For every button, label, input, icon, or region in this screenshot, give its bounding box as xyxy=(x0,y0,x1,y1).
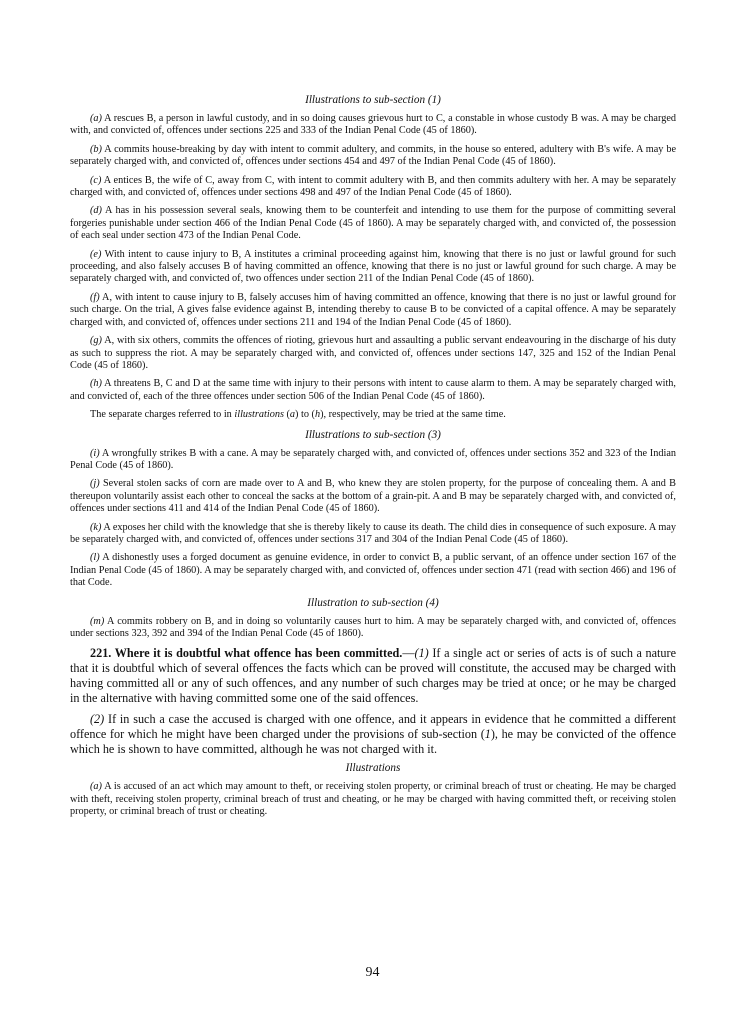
illustration-text: A has in his possession several seals, knowing them to be counterfeit and intending to use them for the purpose of committing several forgeries punishable under section 466 of the Indian Penal Code (45 of 1860). A may be separately charged with, and convicted of, the possession of each seal under section 473 of the Indian Penal Code. xyxy=(70,205,676,242)
illustration-text: Several stolen sacks of corn are made over to A and B, who knew they are stolen property, for the purpose of concealing them. A and B thereupon voluntarily assist each other to conceal the sacks at the bottom of a grain-pit. A and B may be separately charged with, and convicted of, offences under sections 411 and 414 of the Indian Penal Code (45 of 1860). xyxy=(70,478,676,515)
illustration-label: (g) xyxy=(90,335,102,347)
illustration-label: (a) xyxy=(90,113,102,124)
illustration-text: A commits house-breaking by day with intent to commit adultery, and commits, in the house so entered, adultery with B's wife. A may be separately charged with, and convicted of, offences under sections 454 and 497 of the Indian Penal Code (45 of 1860). xyxy=(70,143,676,168)
illustration-text: A, with intent to cause injury to B, falsely accuses him of having committed an offence, knowing that there is no just or lawful ground for such charge. On the trial, A gives false evidence against B, intending thereby to cause B to be convicted of a capital offence. A may be separately charged with, and convicted of, offences under sections 211 and 194 of the Indian Penal Code (45 of 1860). xyxy=(70,291,676,328)
subsection-text: If a single act or series of acts is of such a nature that it is doubtful which of several offences the facts which can be proved will constitute, the accused may be charged with having committed all or any of such offences, and any number of such charges may be tried at once; or he may be charged in the alternative with having committed some one of the said offences. xyxy=(70,646,676,706)
note-text: The separate charges referred to in xyxy=(90,409,235,421)
illustration-label: (j) xyxy=(90,478,100,490)
illustration-label: (i) xyxy=(90,447,100,459)
illustration-text: A exposes her child with the knowledge that she is thereby likely to cause its death. The child dies in consequence of such exposure. A may be separately charged with, and convicted of, offences under sections 317 and 304 of the Indian Penal Code (45 of 1860). xyxy=(70,521,676,545)
illustration-text: With intent to cause injury to B, A institutes a criminal proceeding against him, knowing that there is no just or lawful ground for such proceeding, and also falsely accuses B of having committed an offence, knowing that there is no just or lawful ground for such charge. A may be separately charged with, and convicted of, two offences under section 211 of the Indian Penal Code (45 of 1860). xyxy=(70,248,676,285)
illustration-label: (m) xyxy=(90,615,105,627)
illustrations-heading-section-221: Illustrations xyxy=(345,762,401,775)
illustration-l xyxy=(70,552,676,589)
illustration-label: (l) xyxy=(90,552,100,564)
illustration-text: A is accused of an act which may amount to theft, or receiving stolen property, or criminal breach of trust or cheating. He may be charged with theft, receiving stolen property, criminal breach of trust and cheating, or he may be charged with having committed theft, or receiving stolen property, or criminal breach of trust or cheating. xyxy=(70,781,676,818)
illustration-h xyxy=(70,378,676,403)
illustrations-heading-subsection-3: Illustrations to sub-section (3) xyxy=(305,428,441,441)
section-dash: — xyxy=(402,646,415,661)
page-number: 94 xyxy=(365,965,380,980)
illustrations-heading-subsection-1: Illustrations to sub-section (1) xyxy=(305,94,441,106)
illustration-e xyxy=(70,249,676,286)
section-title: 221. Where it is doubtful what offence has been committed. xyxy=(90,646,403,661)
note-italic: h xyxy=(314,409,321,421)
illustration-heading-subsection-4: Illustration to sub-section (4) xyxy=(307,596,439,609)
illustration-d xyxy=(70,205,676,242)
illustration-j xyxy=(70,478,676,515)
illustration-label: (a) xyxy=(90,781,102,793)
illustration-k xyxy=(70,522,676,547)
illustration-text: A wrongfully strikes B with a cane. A may be separately charged with, and convicted of, offences under sections 352 and 323 of the Indian Penal Code (45 of 1860). xyxy=(70,447,676,471)
subsection-text: If in such a case the accused is charged with one offence, and it appears in evidence that he committed a different offence for which he might have been charged under the provisions of sub-section ( xyxy=(70,712,676,742)
illustration-text: A entices B, the wife of C, away from C, with intent to commit adultery with B, and then commits adultery with her. A may be separately charged with, and convicted of, offences under sections 498 and 497 of the Indian Penal Code (45 of 1860). xyxy=(70,174,676,199)
illustration-i xyxy=(70,448,676,473)
note-text: ), respectively, may be tried at the same time. xyxy=(320,409,506,421)
subsection-ref: 1 xyxy=(484,727,491,742)
illustration-221-a xyxy=(70,781,676,818)
note-text: ) to ( xyxy=(295,409,315,421)
subsection-label: (2) xyxy=(90,712,105,727)
illustration-text: A commits robbery on B, and in doing so voluntarily causes hurt to him. A may be separately charged with, and convicted of, offences under sections 323, 392 and 394 of the Indian Penal Code (45 of 1860). xyxy=(70,615,676,639)
illustration-label: (h) xyxy=(90,378,102,390)
section-221-sub-1 xyxy=(70,646,676,706)
illustration-label: (b) xyxy=(90,143,102,155)
illustration-text: A dishonestly uses a forged document as genuine evidence, in order to convict B, a public servant, of an offence under section 167 of the Indian Penal Code (45 of 1860). A may be separately charged with, and convicted of, offences under section 471 (read with section 466) and 196 of that Code. xyxy=(70,552,676,589)
separate-charges-note xyxy=(70,409,676,421)
illustration-label: (k) xyxy=(90,521,102,533)
subsection-label: (1) xyxy=(414,646,429,661)
illustration-text: A rescues B, a person in lawful custody, and in so doing causes grievous hurt to C, a constable in whose custody B was. A may be charged with, and convicted of, offences under sections 225 and 333 of the Indian Penal Code (45 of 1860). xyxy=(70,113,676,137)
illustration-label: (d) xyxy=(90,205,102,217)
note-italic: illustrations xyxy=(234,409,284,421)
illustration-text: A threatens B, C and D at the same time with injury to their persons with intent to cause alarm to them. A may be separately charged with, and convicted of, each of the three offences under section 506 of the Indian Penal Code (45 of 1860). xyxy=(70,378,676,402)
illustration-m xyxy=(70,616,676,641)
section-221-sub-2 xyxy=(70,712,676,757)
illustration-b xyxy=(70,144,676,169)
note-text: ( xyxy=(283,409,290,421)
illustration-text: A, with six others, commits the offences of rioting, grievous hurt and assaulting a public servant endeavouring in the discharge of his duty as such to suppress the riot. A may be separately charged with, and convicted of, offences under sections 147, 325 and 152 of the Indian Penal Code (45 of 1860). xyxy=(70,335,676,371)
illustration-label: (c) xyxy=(90,174,102,186)
illustration-a xyxy=(70,113,676,138)
subsection-text: ), he may be convicted of the offence which he is shown to have committed, although he was not charged with it. xyxy=(70,727,676,757)
illustration-label: (f) xyxy=(90,291,100,303)
note-italic: a xyxy=(289,409,296,421)
illustration-label: (e) xyxy=(90,248,102,260)
illustration-f xyxy=(70,292,676,329)
illustration-g xyxy=(70,335,676,372)
illustration-c xyxy=(70,175,676,200)
document-page xyxy=(70,93,676,825)
